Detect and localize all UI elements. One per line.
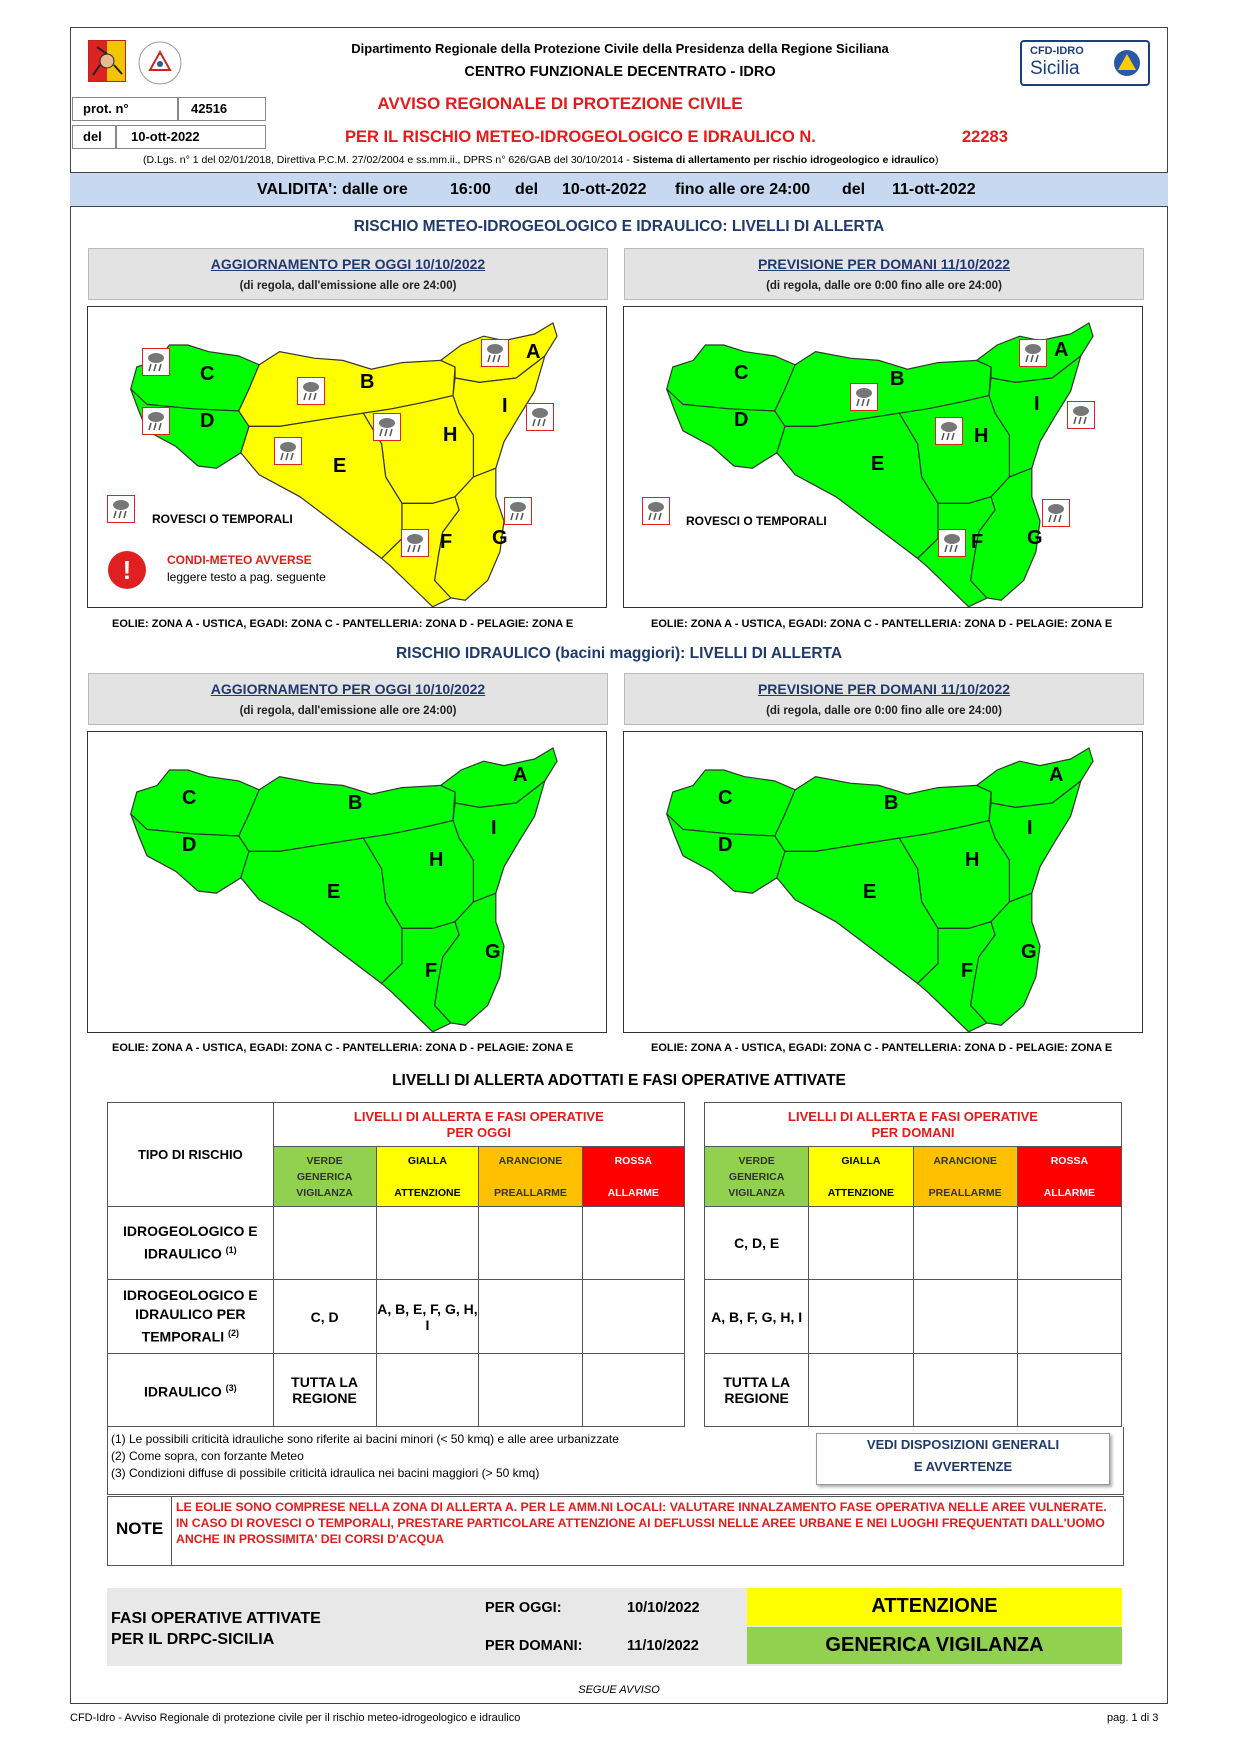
zone-label-a: A [1049, 764, 1064, 786]
phase-tomorrow-badge: GENERICA VIGILANZA [747, 1627, 1122, 1664]
notice-number: 22283 [962, 128, 1008, 146]
storm-legend-label: ROVESCI O TEMPORALI [686, 514, 827, 528]
validity-bar: VALIDITA': dalle ore 16:00 del 10-ott-2022 fino alle ore 24:00 del 11-ott-2022 [70, 172, 1168, 207]
storm-icon [1019, 339, 1047, 367]
storm-legend-icon [107, 495, 135, 523]
note-text: LE EOLIE SONO COMPRESE NELLA ZONA DI ALLERTA A. PER LE AMM.NI LOCALI: VALUTARE INNALZAMENTO FASE OPERATIVA NELLE AREE VULNERATE. IN CASO DI ROVESCI O TEMPORALI, PRESTARE PARTICOLARE ATTENZIONE AI DEFLUSSI NELLE AREE URBANE E NEI LUOGHI FREQUENTATI DALL'UOMO ANCHE IN PROSSIMITA' DEI CORSI D'ACQUA [176, 1500, 1107, 1546]
zone-label-b: B [348, 792, 363, 814]
zone-label-d: D [182, 834, 197, 856]
phases-box: FASI OPERATIVE ATTIVATE PER IL DRPC-SICILIA PER OGGI: 10/10/2022 PER DOMANI: 11/10/2022 ATTENZIONE GENERICA VIGILANZA [107, 1588, 1122, 1666]
sicily-region-logo [88, 40, 126, 82]
section1-today-header: AGGIORNAMENTO PER OGGI 10/10/2022 (di regola, dall'emissione alle ore 24:00) [88, 248, 608, 300]
footnote: (1) Le possibili criticità idrauliche sono riferite ai bacini minori (< 50 kmq) e alle aree urbanizzate [111, 1432, 619, 1446]
centre-name: CENTRO FUNZIONALE DECENTRATO - IDRO [464, 64, 776, 80]
today-gialla-zones: A, B, E, F, G, H, I [376, 1280, 479, 1354]
map-hydraulic-today [87, 731, 607, 1033]
today-verde-zones: C, D [273, 1280, 376, 1354]
zone-label-e: E [327, 881, 341, 903]
row-idraulico: IDRAULICO $^{(3)}$ [108, 1354, 274, 1427]
islands-caption: EOLIE: ZONA A - USTICA, EGADI: ZONA C - PANTELLERIA: ZONA D - PELAGIE: ZONA E [112, 1042, 574, 1054]
level-rossa: ROSSA ALLARME [1017, 1147, 1121, 1207]
prot-value-cell: 42516 [178, 97, 266, 121]
sicily-map-hydraulic-today [88, 732, 606, 1032]
footnote: (3) Condizioni diffuse di possibile criticità idraulica nei bacini maggiori (> 50 kmq) [111, 1466, 540, 1480]
notice-title: AVVISO REGIONALE DI PROTEZIONE CIVILE [377, 94, 743, 113]
storm-icon [850, 383, 878, 411]
zone-label-b: B [884, 792, 899, 814]
zone-label-f: F [961, 960, 974, 982]
storm-icon [142, 407, 170, 435]
levels-table-today [107, 1102, 685, 1427]
storm-icon [526, 403, 554, 431]
zone-label-g: G [1021, 941, 1037, 963]
vedi-disposizioni-button[interactable]: VEDI DISPOSIZIONI GENERALI E AVVERTENZE [816, 1433, 1110, 1485]
adverse-weather-note: leggere testo a pag. seguente [167, 570, 326, 584]
storm-icon [481, 339, 509, 367]
zone-label-f: F [440, 531, 453, 553]
del-label-cell: del [72, 125, 116, 149]
storm-icon [935, 417, 963, 445]
zone-label-c: C [182, 787, 197, 809]
zone-label-a: A [1054, 339, 1069, 361]
zone-label-e: E [871, 453, 885, 475]
section2-today-header: AGGIORNAMENTO PER OGGI 10/10/2022 (di regola, dall'emissione alle ore 24:00) [88, 673, 608, 725]
level-gialla: GIALLA ATTENZIONE [376, 1147, 479, 1207]
zone-label-h: H [965, 849, 980, 871]
levels-title: LIVELLI DI ALLERTA ADOTTATI E FASI OPERATIVE ATTIVATE [392, 1072, 846, 1089]
cfd-idro-logo: CFD-IDRO Sicilia [1020, 40, 1150, 86]
zone-label-f: F [425, 960, 438, 982]
tomorrow-header: LIVELLI DI ALLERTA E FASI OPERATIVE PER DOMANI [705, 1103, 1122, 1147]
zone-label-g: G [492, 527, 508, 549]
zone-label-d: D [200, 410, 215, 432]
level-verde: VERDE GENERICA VIGILANZA [273, 1147, 376, 1207]
section1-title: RISCHIO METEO-IDROGEOLOGICO E IDRAULICO: LIVELLI DI ALLERTA [353, 218, 885, 235]
zone-label-b: B [890, 368, 905, 390]
zone-label-h: H [429, 849, 444, 871]
department-name: Dipartimento Regionale della Protezione Civile della Presidenza della Regione Siciliana [351, 41, 889, 56]
storm-icon [504, 497, 532, 525]
section1-tomorrow-header: PREVISIONE PER DOMANI 11/10/2022 (di regola, dalle ore 0:00 fino alle ore 24:00) [624, 248, 1144, 300]
legal-reference: (D.Lgs. n° 1 del 02/01/2018, Direttiva P.C.M. 27/02/2004 e ss.mm.ii., DPRS n° 626/GAB del 30/10/2014 - Sistema di allertamento per rischio idrogeologico e idraulico) [143, 154, 939, 166]
islands-caption: EOLIE: ZONA A - USTICA, EGADI: ZONA C - PANTELLERIA: ZONA D - PELAGIE: ZONA E [112, 618, 574, 630]
storm-legend-label: ROVESCI O TEMPORALI [152, 512, 293, 526]
row-idrogeologico: IDROGEOLOGICO E IDRAULICO $^{(1)}$ [108, 1207, 274, 1280]
map-hydraulic-tomorrow [623, 731, 1143, 1033]
zone-label-i: I [1027, 817, 1033, 839]
note-label: NOTE [116, 1519, 164, 1538]
level-gialla: GIALLA ATTENZIONE [809, 1147, 913, 1207]
section2-title: RISCHIO IDRAULICO (bacini maggiori): LIVELLI DI ALLERTA [395, 645, 843, 662]
page-number: pag. 1 di 3 [1107, 1712, 1159, 1724]
storm-icon [401, 529, 429, 557]
section2-tomorrow-header: PREVISIONE PER DOMANI 11/10/2022 (di regola, dalle ore 0:00 fino alle ore 24:00) [624, 673, 1144, 725]
tomorrow-temporali-verde: A, B, F, G, H, I [705, 1280, 809, 1354]
page-footer: CFD-Idro - Avviso Regionale di protezione civile per il rischio meteo-idrogeologico e idraulico [70, 1712, 521, 1724]
footnotes-box [107, 1427, 1124, 1495]
sicily-map-hydraulic-tomorrow [624, 732, 1142, 1032]
storm-icon [142, 348, 170, 376]
storm-icon [297, 377, 325, 405]
zone-label-a: A [513, 764, 528, 786]
zone-label-i: I [491, 817, 497, 839]
zone-label-h: H [443, 424, 458, 446]
zone-label-c: C [718, 787, 733, 809]
phase-today-badge: ATTENZIONE [747, 1588, 1122, 1625]
tomorrow-idraulico-verde: TUTTA LA REGIONE [705, 1354, 809, 1427]
prot-label-cell: prot. n° [72, 97, 178, 121]
zone-label-f: F [971, 531, 984, 553]
storm-icon [938, 529, 966, 557]
footnote: (2) Come sopra, con forzante Meteo [111, 1449, 304, 1463]
civil-protection-logo [137, 40, 183, 86]
zone-label-h: H [974, 425, 989, 447]
zone-label-b: B [360, 371, 375, 393]
notice-title-2: PER IL RISCHIO METEO-IDROGEOLOGICO E IDRAULICO N. [345, 128, 816, 146]
level-rossa: ROSSA ALLARME [582, 1147, 685, 1207]
zone-label-g: G [1027, 527, 1043, 549]
map-meteo-today [87, 306, 607, 608]
tipo-header: TIPO DI RISCHIO [108, 1103, 274, 1207]
storm-icon [373, 413, 401, 441]
zone-c-area [667, 345, 796, 411]
segue-avviso: SEGUE AVVISO [578, 1684, 660, 1696]
tomorrow-idrogeologico-verde: C, D, E [705, 1207, 809, 1280]
islands-caption: EOLIE: ZONA A - USTICA, EGADI: ZONA C - PANTELLERIA: ZONA D - PELAGIE: ZONA E [651, 618, 1113, 630]
storm-icon [1067, 401, 1095, 429]
today-idraulico-verde: TUTTA LA REGIONE [273, 1354, 376, 1427]
level-arancione: ARANCIONE PREALLARME [479, 1147, 582, 1207]
zone-label-i: I [1034, 393, 1040, 415]
zone-label-e: E [863, 881, 877, 903]
zone-label-c: C [200, 363, 215, 385]
warning-icon: ! [108, 551, 146, 589]
map-meteo-tomorrow [623, 306, 1143, 608]
storm-icon [1042, 499, 1070, 527]
storm-icon [274, 437, 302, 465]
zone-label-g: G [485, 941, 501, 963]
level-verde: VERDE GENERICA VIGILANZA [705, 1147, 809, 1207]
del-value-cell: 10-ott-2022 [116, 125, 266, 149]
levels-table-tomorrow [704, 1102, 1122, 1427]
zone-label-a: A [526, 341, 541, 363]
zone-label-e: E [333, 455, 347, 477]
zone-label-d: D [718, 834, 733, 856]
today-header: LIVELLI DI ALLERTA E FASI OPERATIVE PER OGGI [273, 1103, 684, 1147]
row-temporali: IDROGEOLOGICO E IDRAULICO PER TEMPORALI $^{(2)}$ [108, 1280, 274, 1354]
zone-label-i: I [502, 395, 508, 417]
note-box [107, 1496, 1124, 1566]
storm-legend-icon [642, 497, 670, 525]
zone-label-c: C [734, 362, 749, 384]
islands-caption: EOLIE: ZONA A - USTICA, EGADI: ZONA C - PANTELLERIA: ZONA D - PELAGIE: ZONA E [651, 1042, 1113, 1054]
level-arancione: ARANCIONE PREALLARME [913, 1147, 1017, 1207]
adverse-weather-title: CONDI-METEO AVVERSE [167, 553, 312, 567]
zone-label-d: D [734, 409, 749, 431]
